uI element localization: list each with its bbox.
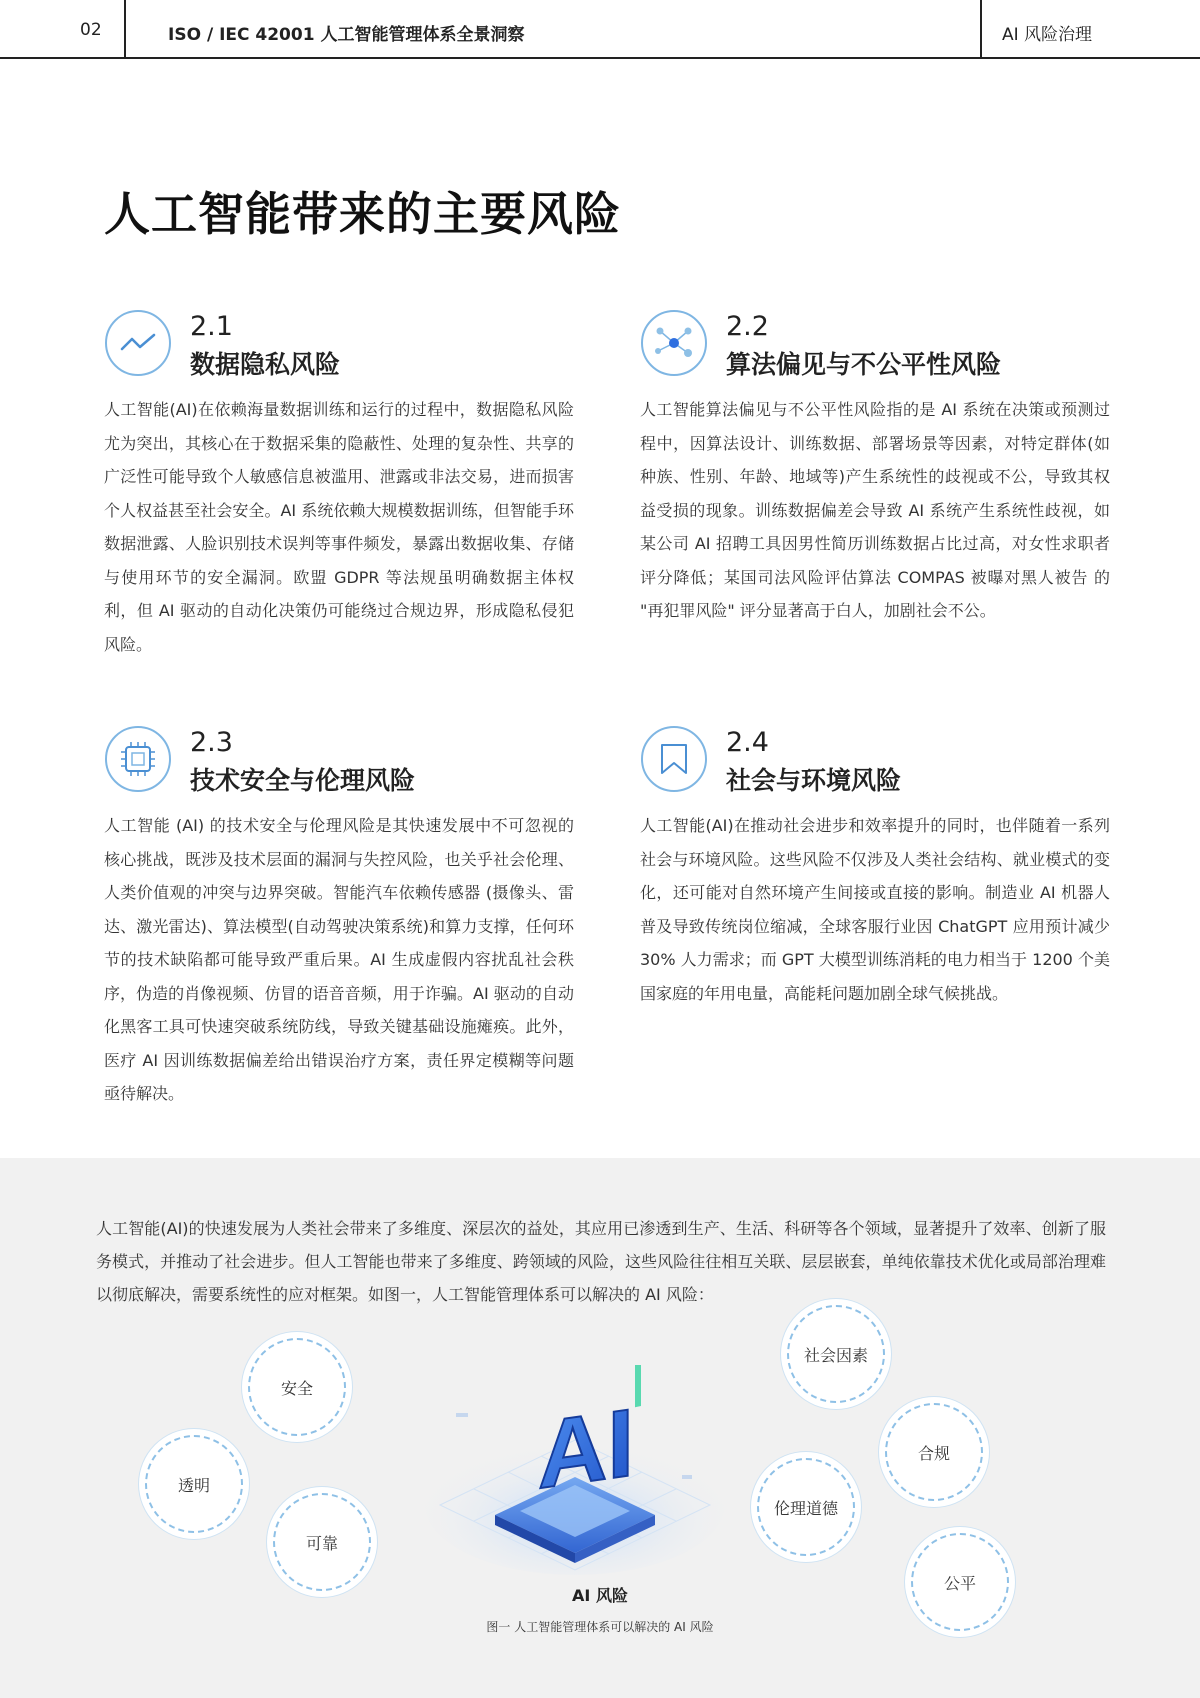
risk-description: 人工智能(AI)在推动社会进步和效率提升的同时，也伴随着一系列社会与环境风险。这些风险不仅涉及人类社会结构、就业模式的变化，还可能对自然环境产生间接或直接的影响。制造业 AI 机器人普及导致传统岗位缩减，全球客服行业因 ChatGPT 应用预计减少 30% 人力需求；而 GPT 大模型训练消耗的电力相当于 1200 个美国家庭的年用电量，高能耗问题加剧全球气候挑战。	[640, 816, 1110, 1003]
bubble-safety: 安全	[248, 1338, 346, 1436]
header-divider	[124, 0, 126, 57]
risk-description: 人工智能 (AI) 的技术安全与伦理风险是其快速发展中不可忽视的核心挑战，既涉及技术层面的漏洞与失控风险，也关乎社会伦理、人类价值观的冲突与边界突破。智能汽车依赖传感器 (摄像头、雷达、激光雷达)、算法模型(自动驾驶决策系统)和算力支撑，任何环节的技术缺陷都可能导致严重后果。AI 生成虚假内容扰乱社会秩序，伪造的肖像视频、仿冒的语音音频，用于诈骗。AI 驱动的自动化黑客工具可快速突破系统防线，导致关键基础设施瘫痪。此外，医疗 AI 因训练数据偏差给出错误治疗方案，责任界定模糊等问题亟待解决。	[104, 816, 574, 1103]
risk-number: 2.4	[726, 727, 769, 758]
page-number: 02	[80, 20, 102, 40]
page-header	[0, 0, 1200, 59]
intro-paragraph: 人工智能(AI)的快速发展为人类社会带来了多维度、深层次的益处，其应用已渗透到生产、生活、科研等各个领域，显著提升了效率、创新了服务模式，并推动了社会进步。但人工智能也带来了多维度、跨领域的风险，这些风险往往相互关联、层层嵌套，单纯依靠技术优化或局部治理难以彻底解决，需要系统性的应对框架。如图一，人工智能管理体系可以解决的 AI 风险：	[96, 1219, 1106, 1304]
bubble-ethics: 伦理道德	[757, 1458, 855, 1556]
bubble-reliability: 可靠	[273, 1493, 371, 1591]
risk-title: 技术安全与伦理风险	[190, 766, 416, 795]
risk-description: 人工智能(AI)在依赖海量数据训练和运行的过程中，数据隐私风险尤为突出，其核心在于数据采集的隐蔽性、处理的复杂性、共享的广泛性可能导致个人敏感信息被滥用、泄露或非法交易，进而损害个人权益甚至社会安全。AI 系统依赖大规模数据训练，但智能手环数据泄露、人脸识别技术误判等事件频发，暴露出数据收集、存储与使用环节的安全漏洞。欧盟 GDPR 等法规虽明确数据主体权利，但 AI 驱动的自动化决策仍可能绕过合规边界，形成隐私侵犯风险。	[104, 400, 574, 654]
figure-caption: 图一 人工智能管理体系可以解决的 AI 风险	[486, 1620, 714, 1634]
risk-description: 人工智能算法偏见与不公平性风险指的是 AI 系统在决策或预测过程中，因算法设计、训练数据、部署场景等因素，对特定群体(如种族、性别、年龄、地域等)产生系统性的歧视或不公，导致其权益受损的现象。训练数据偏差会导致 AI 系统产生系统性歧视，如某公司 AI 招聘工具因男性简历训练数据占比过高，对女性求职者评分降低；某国司法风险评估算法 COMPAS 被曝对黑人被告 的 "再犯罪风险" 评分显著高于白人，加剧社会不公。	[640, 400, 1110, 620]
document-title: ISO / IEC 42001 人工智能管理体系全景洞察	[168, 25, 525, 45]
bubble-fairness: 公平	[911, 1533, 1009, 1631]
network-nodes-icon	[640, 309, 708, 377]
risk-number: 2.2	[726, 311, 769, 342]
line-chart-icon	[104, 309, 172, 377]
header-divider	[980, 0, 982, 57]
page-title: 人工智能带来的主要风险	[104, 187, 621, 241]
bookmark-icon	[640, 725, 708, 793]
bubble-compliance: 合规	[885, 1403, 983, 1501]
bubble-transparency: 透明	[145, 1435, 243, 1533]
ai-letters: AI	[538, 1389, 634, 1510]
risk-title: 数据隐私风险	[190, 350, 341, 379]
risk-number: 2.3	[190, 727, 233, 758]
risk-title: 算法偏见与不公平性风险	[726, 350, 1002, 379]
ai-chip-illustration	[420, 1365, 730, 1580]
chip-icon	[104, 725, 172, 793]
section-label: AI 风险治理	[1002, 25, 1093, 45]
risk-number: 2.1	[190, 311, 233, 342]
figure-center-label: AI 风险	[572, 1586, 628, 1605]
bubble-social-factors: 社会因素	[787, 1305, 885, 1403]
risk-title: 社会与环境风险	[726, 766, 902, 795]
